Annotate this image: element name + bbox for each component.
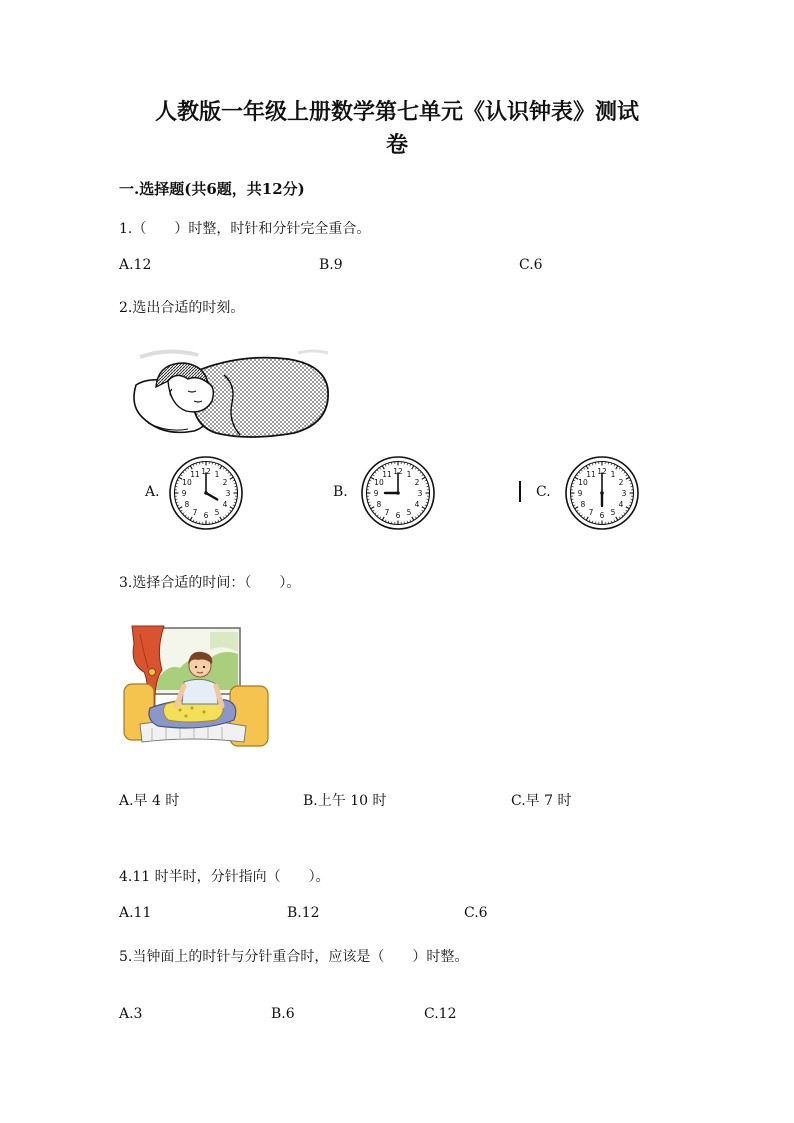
clock-number: 5 <box>214 508 220 518</box>
clock-c-six-oclock[interactable] <box>564 455 640 531</box>
clock-number: 9 <box>373 489 379 498</box>
clock-number: 4 <box>414 500 420 509</box>
clock-number: 6 <box>395 511 401 520</box>
question-2-option-a[interactable]: A. <box>145 484 160 500</box>
clock-number: 4 <box>618 500 624 509</box>
clock-number: 8 <box>184 500 190 509</box>
question-3-option-b[interactable]: B.上午 10 时 <box>303 793 387 809</box>
question-5-text: 5.当钟面上的时针与分针重合时，应该是（ ）时整。 <box>119 949 469 965</box>
question-4-option-a[interactable]: A.11 <box>119 905 152 921</box>
clock-number: 6 <box>599 511 605 520</box>
clock-number: 11 <box>382 469 392 479</box>
clock-number: 5 <box>406 508 412 518</box>
clock-number: 12 <box>393 467 403 476</box>
question-2-option-b[interactable]: B. <box>333 484 348 500</box>
question-1-option-c[interactable]: C.6 <box>519 257 543 273</box>
question-2-text: 2.选出合适的时刻。 <box>119 300 245 316</box>
clock-number: 7 <box>588 508 594 518</box>
text-cursor-mark <box>519 481 521 502</box>
question-5-option-a[interactable]: A.3 <box>119 1006 143 1022</box>
clock-number: 1 <box>406 469 412 479</box>
clock-number: 3 <box>225 489 231 498</box>
question-5-option-c[interactable]: C.12 <box>424 1006 457 1022</box>
clock-number: 1 <box>214 469 220 479</box>
page-title-continued: 卷 <box>385 132 408 158</box>
clock-number: 5 <box>610 508 616 518</box>
clock-number: 3 <box>417 489 423 498</box>
question-4-option-b[interactable]: B.12 <box>287 905 320 921</box>
page-title: 人教版一年级上册数学第七单元《认识钟表》测试 <box>154 99 639 125</box>
clock-number: 7 <box>192 508 198 518</box>
clock-a-four-oclock[interactable] <box>168 455 244 531</box>
clock-b-nine-oclock[interactable] <box>360 455 436 531</box>
clock-number: 9 <box>181 489 187 498</box>
clock-number: 2 <box>222 478 228 487</box>
question-3-text: 3.选择合适的时间：（ ）。 <box>119 575 301 591</box>
clock-number: 7 <box>384 508 390 518</box>
question-5-option-b[interactable]: B.6 <box>271 1006 295 1022</box>
clock-number: 2 <box>414 478 420 487</box>
clock-number: 11 <box>190 469 200 479</box>
clock-number: 4 <box>222 500 228 509</box>
question-3-option-c[interactable]: C.早 7 时 <box>511 793 572 809</box>
clock-number: 10 <box>374 478 384 487</box>
question-1-option-a[interactable]: A.12 <box>119 257 152 273</box>
question-3-option-a[interactable]: A.早 4 时 <box>119 793 180 809</box>
question-4-text: 4.11 时半时，分针指向（ ）。 <box>119 869 330 885</box>
clock-number: 10 <box>578 478 588 487</box>
clock-number: 2 <box>618 478 624 487</box>
section-heading: 一.选择题(共6题，共12分) <box>119 180 305 198</box>
clock-number: 12 <box>597 467 607 476</box>
clock-number: 1 <box>610 469 616 479</box>
clock-number: 6 <box>203 511 209 520</box>
question-2-option-c[interactable]: C. <box>536 484 551 500</box>
clock-center-pin <box>600 491 604 495</box>
clock-number: 11 <box>586 469 596 479</box>
clock-number: 8 <box>376 500 382 509</box>
clock-center-pin <box>396 491 400 495</box>
clock-center-pin <box>204 491 208 495</box>
question-1-option-b[interactable]: B.9 <box>319 257 343 273</box>
sleeping-child-illustration <box>128 345 336 441</box>
clock-number: 10 <box>182 478 192 487</box>
boy-making-bed-illustration <box>122 624 270 748</box>
question-4-option-c[interactable]: C.6 <box>464 905 488 921</box>
clock-number: 9 <box>577 489 583 498</box>
question-1-text: 1.（ ）时整，时针和分针完全重合。 <box>119 221 371 237</box>
clock-number: 3 <box>621 489 627 498</box>
clock-number: 12 <box>201 467 211 476</box>
clock-number: 8 <box>580 500 586 509</box>
